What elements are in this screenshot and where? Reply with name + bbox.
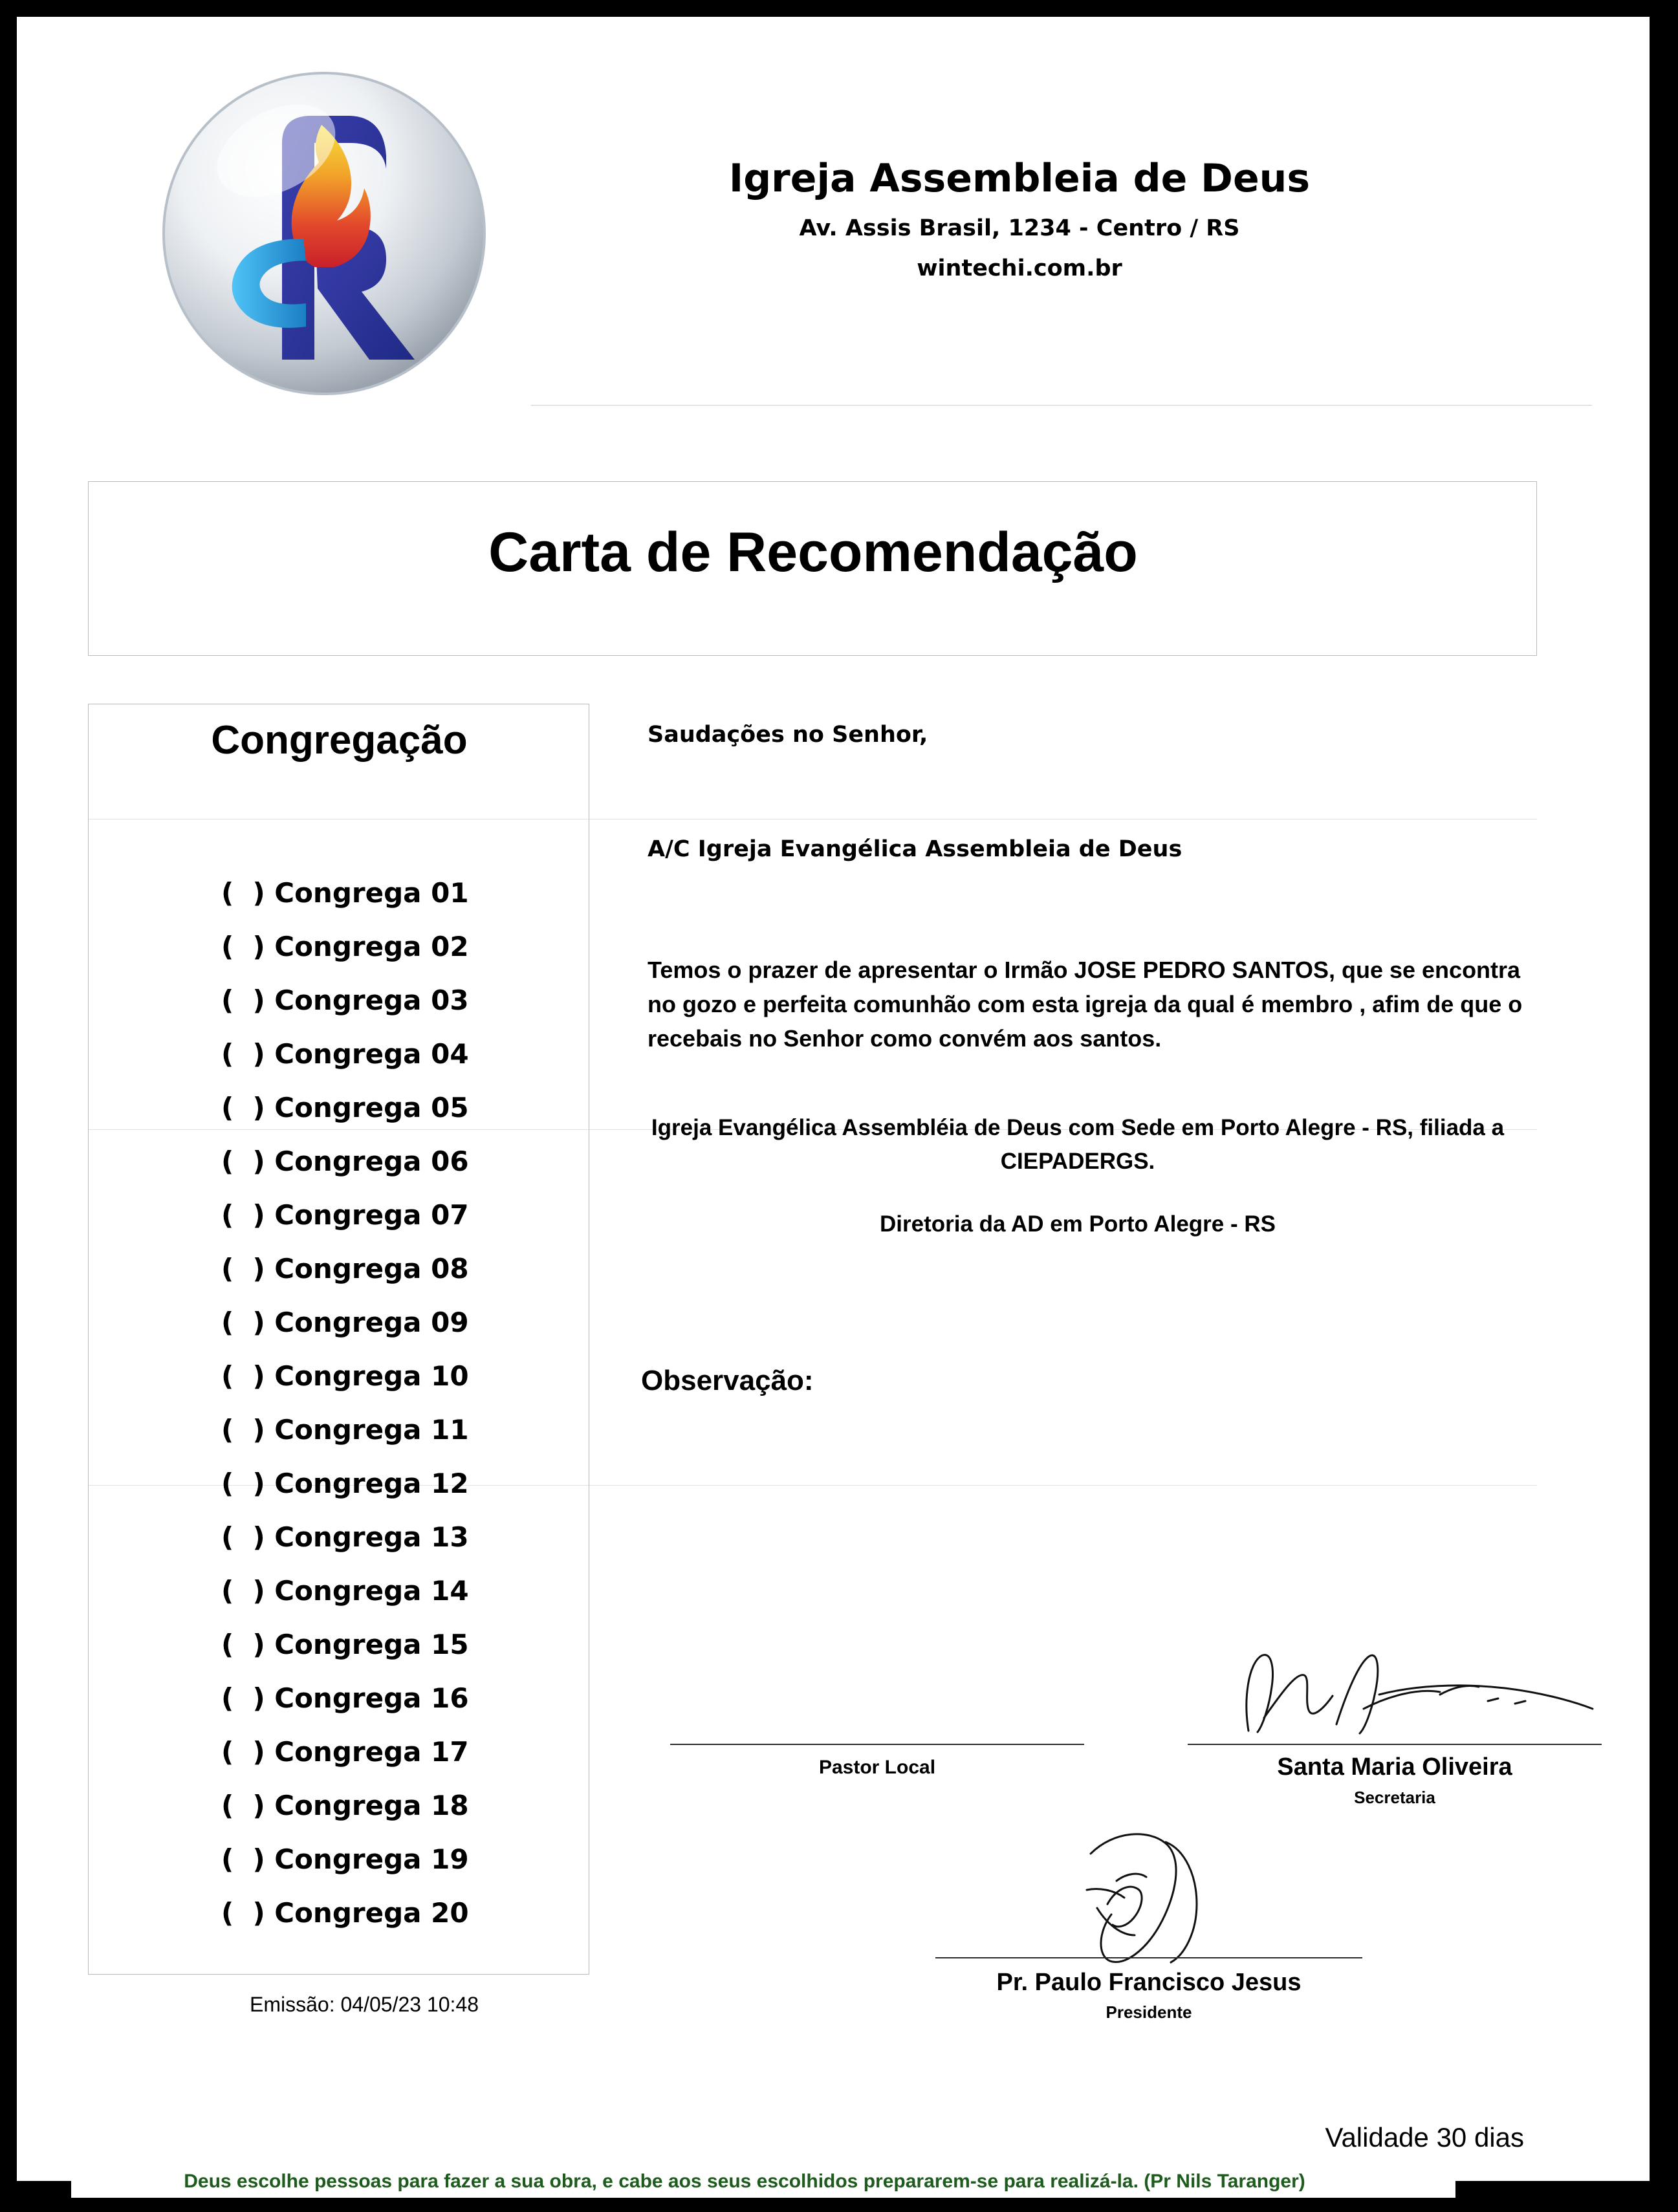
document-page bbox=[17, 17, 1650, 2192]
greeting-text: Saudações no Senhor, bbox=[648, 722, 928, 748]
list-item[interactable]: ( ) Congrega 12 bbox=[221, 1468, 469, 1499]
church-website: wintechi.com.br bbox=[917, 255, 1122, 281]
list-item[interactable]: ( ) Congrega 15 bbox=[221, 1629, 469, 1660]
list-item[interactable]: ( ) Congrega 08 bbox=[221, 1253, 469, 1285]
sede-paragraph: Igreja Evangélica Assembléia de Deus com Sede em Porto Alegre - RS, filiada a CIEPADERGS. bbox=[651, 1115, 1505, 1174]
list-item[interactable]: ( ) Congrega 18 bbox=[221, 1790, 469, 1821]
list-item[interactable]: ( ) Congrega 16 bbox=[221, 1682, 469, 1714]
presidente-role: Presidente bbox=[1106, 2002, 1192, 2022]
list-item[interactable]: ( ) Congrega 01 bbox=[221, 877, 469, 909]
list-item[interactable]: ( ) Congrega 09 bbox=[221, 1307, 469, 1338]
list-item[interactable]: ( ) Congrega 07 bbox=[221, 1199, 469, 1231]
presidente-name: Pr. Paulo Francisco Jesus bbox=[996, 1969, 1302, 1996]
list-item[interactable]: ( ) Congrega 10 bbox=[221, 1360, 469, 1392]
list-item[interactable]: ( ) Congrega 04 bbox=[221, 1038, 469, 1070]
pastor-local-signature-line bbox=[670, 1744, 1084, 1745]
list-item[interactable]: ( ) Congrega 13 bbox=[221, 1521, 469, 1553]
list-item[interactable]: ( ) Congrega 03 bbox=[221, 984, 469, 1016]
secretaria-signature-mark bbox=[1226, 1647, 1615, 1744]
page-title: Carta de Recomendação bbox=[488, 521, 1138, 583]
church-logo-icon bbox=[156, 65, 492, 402]
diretoria-text: Diretoria da AD em Porto Alegre - RS bbox=[880, 1211, 1276, 1237]
congregation-panel bbox=[88, 704, 589, 1975]
main-paragraph: Temos o prazer de apresentar o Irmão JOSE PEDRO SANTOS, que se encontra no gozo e perfeita comunhão com esta igreja da qual é membro , afim de que o recebais no Senhor como convém aos santos. bbox=[648, 957, 1523, 1052]
congregation-list bbox=[221, 866, 590, 1940]
emission-timestamp: Emissão: 04/05/23 10:48 bbox=[250, 1993, 479, 2016]
list-item[interactable]: ( ) Congrega 11 bbox=[221, 1414, 469, 1446]
list-item[interactable]: ( ) Congrega 17 bbox=[221, 1736, 469, 1768]
list-item[interactable]: ( ) Congrega 05 bbox=[221, 1092, 469, 1123]
list-item[interactable]: ( ) Congrega 14 bbox=[221, 1575, 469, 1607]
list-item[interactable]: ( ) Congrega 02 bbox=[221, 931, 469, 962]
document-title-box bbox=[88, 481, 1537, 656]
list-item[interactable]: ( ) Congrega 20 bbox=[221, 1897, 469, 1929]
list-item[interactable]: ( ) Congrega 06 bbox=[221, 1145, 469, 1177]
secretaria-name: Santa Maria Oliveira bbox=[1277, 1753, 1512, 1781]
church-name: Igreja Assembleia de Deus bbox=[728, 156, 1311, 201]
list-item[interactable]: ( ) Congrega 19 bbox=[221, 1843, 469, 1875]
church-address: Av. Assis Brasil, 1234 - Centro / RS bbox=[799, 215, 1240, 241]
pastor-local-role: Pastor Local bbox=[818, 1757, 936, 1778]
secretaria-role: Secretaria bbox=[1354, 1788, 1435, 1807]
validity-text: Validade 30 dias bbox=[1325, 2122, 1524, 2152]
footer-verse: Deus escolhe pessoas para fazer a sua obra, e cabe aos seus escolhidos prepararem-se para realizá-la. (Pr Nils Taranger) bbox=[184, 2171, 1305, 2192]
header-text-block bbox=[534, 156, 1505, 281]
header-divider bbox=[531, 405, 1592, 406]
secretaria-signature-line bbox=[1188, 1744, 1602, 1745]
presidente-signature-mark bbox=[1052, 1828, 1285, 1977]
addressee-text: A/C Igreja Evangélica Assembleia de Deus bbox=[648, 836, 1182, 862]
congregation-panel-title: Congregação bbox=[211, 718, 468, 763]
presidente-signature-line bbox=[935, 1957, 1362, 1958]
document-header bbox=[17, 17, 1650, 405]
observation-label: Observação: bbox=[641, 1365, 814, 1396]
